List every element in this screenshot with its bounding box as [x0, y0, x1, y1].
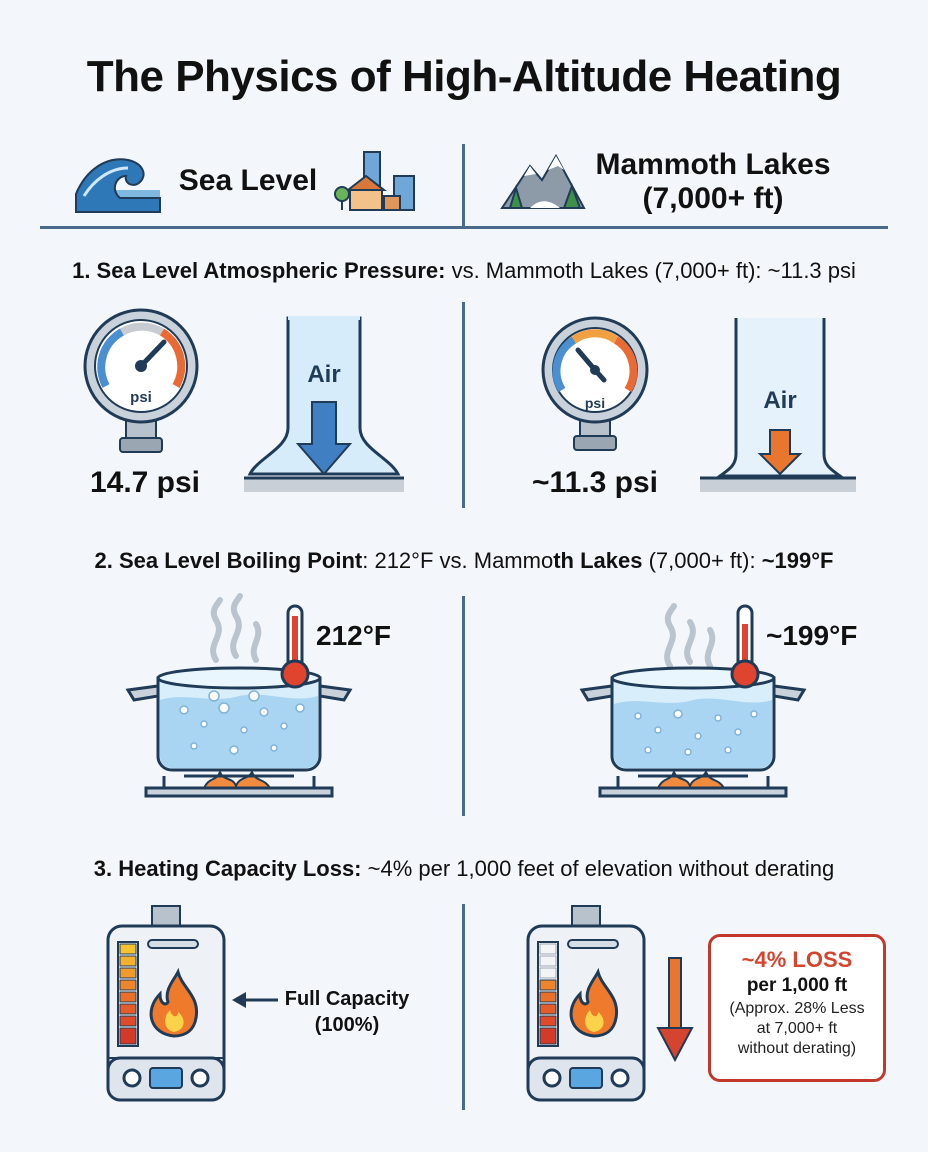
section-3-divider — [462, 904, 465, 1110]
wave-icon — [76, 150, 160, 212]
air-column-low-pressure — [700, 318, 860, 496]
pressure-gauge-icon-low — [536, 318, 654, 468]
water-heater-icon-reduced — [524, 906, 648, 1102]
loss-note — [711, 999, 883, 1059]
mammoth-lakes-header — [588, 148, 838, 216]
air-label-left: Air — [307, 361, 341, 388]
gauge-unit-right: psi — [584, 395, 606, 411]
header-divider — [462, 144, 465, 226]
thermometer-icon-right — [728, 604, 762, 690]
section-3-heading — [0, 856, 928, 882]
section-3-heading-rest: ~4% per 1,000 feet of elevation without derating — [361, 856, 835, 881]
loss-main-label: ~4% LOSS — [741, 947, 853, 972]
section-2-heading — [0, 548, 928, 574]
sea-level-boiling-temp: 212°F — [316, 620, 392, 651]
section-2-heading-bold: 2. Sea Level Boiling Point — [94, 548, 363, 573]
elevation-label: (7,000+ ft) — [642, 182, 784, 215]
city-icon — [334, 150, 418, 212]
header-underline — [40, 226, 888, 229]
sea-level-header: Sea Level — [178, 164, 318, 197]
page-title: The Physics of High-Altitude Heating — [86, 52, 842, 101]
section-2-divider — [462, 596, 465, 816]
loss-note-line3: without derating) — [737, 1040, 857, 1057]
arrow-down-icon — [658, 958, 692, 1062]
loss-note-line1: (Approx. 28% Less — [729, 1000, 865, 1017]
sea-level-pressure-value: 14.7 psi — [89, 466, 201, 499]
mammoth-pressure-value: ~11.3 psi — [532, 466, 658, 499]
water-heater-icon-full — [104, 906, 228, 1102]
section-2-heading-bold-3: ~199°F — [761, 548, 834, 573]
gauge-unit-left: psi — [130, 389, 152, 406]
section-2-heading-bold-2: th Lakes — [553, 548, 643, 573]
capacity-loss-callout — [708, 934, 886, 1082]
section-1-divider — [462, 302, 465, 508]
mammoth-lakes-label: Mammoth Lakes — [595, 148, 831, 181]
section-2-heading-rest-2: (7,000+ ft): — [642, 548, 762, 573]
full-capacity-label — [272, 986, 422, 1038]
mountain-icon — [500, 148, 586, 212]
air-column-high-pressure — [244, 318, 404, 496]
loss-sub-label: per 1,000 ft — [746, 975, 848, 996]
loss-note-line2: at 7,000+ ft — [756, 1020, 838, 1037]
full-capacity-line2: (100%) — [314, 1014, 380, 1036]
section-1-heading — [0, 258, 928, 284]
thermometer-icon-left — [278, 604, 312, 690]
section-3-heading-bold: 3. Heating Capacity Loss: — [93, 856, 362, 881]
mammoth-boiling-temp: ~199°F — [766, 620, 858, 651]
section-2-heading-rest: : 212°F vs. Mammo — [362, 548, 554, 573]
full-capacity-line1: Full Capacity — [284, 988, 410, 1010]
air-label-right: Air — [763, 387, 797, 414]
pressure-gauge-icon — [82, 308, 200, 458]
section-1-heading-rest: vs. Mammoth Lakes (7,000+ ft): ~11.3 psi — [445, 258, 856, 283]
section-1-heading-bold: 1. Sea Level Atmospheric Pressure: — [72, 258, 446, 283]
